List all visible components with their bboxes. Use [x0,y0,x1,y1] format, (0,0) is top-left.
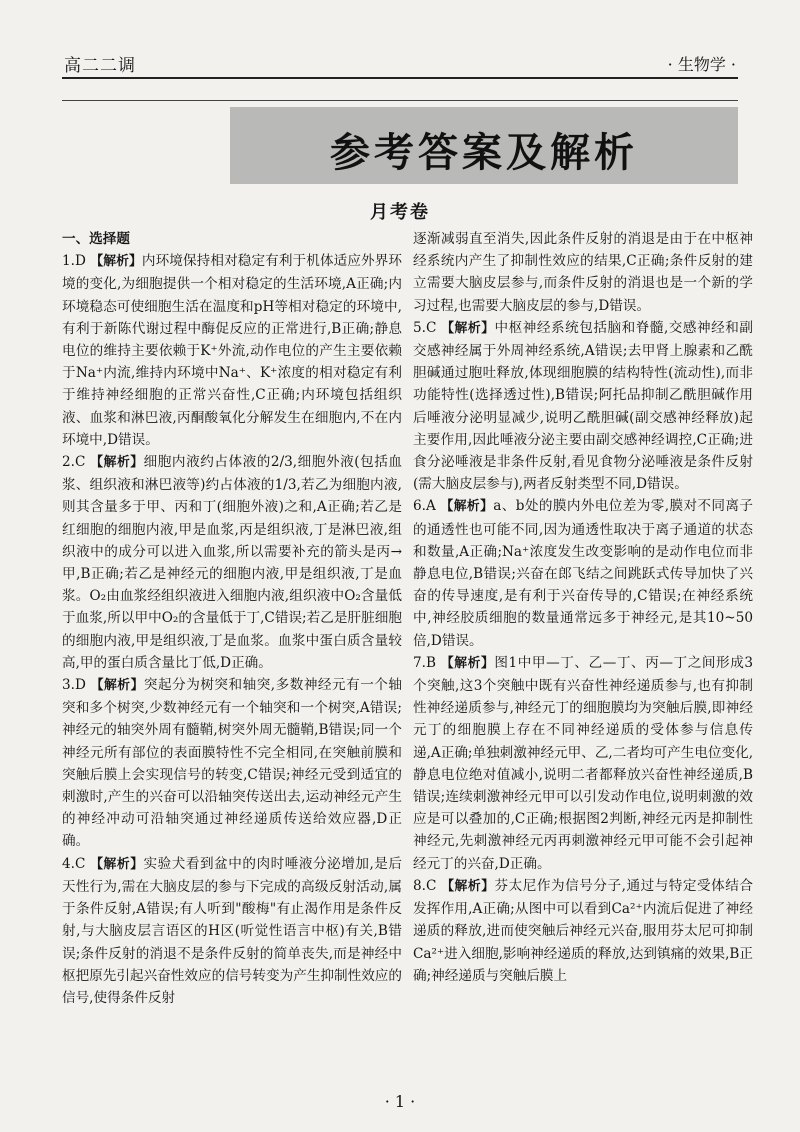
answer-item [62,250,402,451]
answer-item [413,875,753,987]
answer-item [62,853,402,1009]
answer-item [413,652,753,875]
right-column [413,228,753,987]
title-rule [62,100,738,101]
left-column [62,228,402,1009]
answer-number: 5.C [413,319,437,336]
answer-text: 逐渐减弱直至消失,因此条件反射的消退是由于在中枢神经系统内产生了抑制性效应的结果,C正确;条件反射的建立需要大脑皮层参与,而条件反射的消退也是一个新的学习过程,也需要大脑皮层的参与,D错误。 [413,231,753,314]
analysis-tag: 【解析】 [90,856,144,872]
analysis-tag: 【解析】 [90,254,142,270]
answer-text: 突起分为树突和轴突,多数神经元有一个轴突和多个树突,少数神经元有一个轴突和一个树突,A错误;神经元的轴突外周有髓鞘,树突外周无髓鞘,B错误;同一个神经元所有部位的表面膜特性不完全相同,在突触前膜和突触后膜上会实现信号的转变,C错误;神经元受到适宜的刺激时,产生的兴奋可以沿轴突传送出去,运动神经元产生的神经冲动可沿轴突通过神经递质传送给效应器,D正确。 [62,677,403,850]
answer-number: 1.D [62,253,86,270]
answer-item [413,495,753,651]
header-left: 高二二调 [64,56,136,76]
answer-number: 2.C [62,454,86,471]
section-heading: 一、选择题 [62,231,130,247]
answer-number: 7.B [413,654,436,671]
answer-item [413,317,753,496]
answer-number: 6.A [413,498,436,515]
answer-item [62,451,402,674]
answer-number: 4.C [62,855,86,872]
page-header [62,49,738,79]
analysis-tag: 【解析】 [440,499,494,515]
answer-text: 实验犬看到盆中的肉时唾液分泌增加,是后天性行为,需在大脑皮层的参与下完成的高级反射活动,属于条件反射,A错误;有人听到"酸梅"有止渴作用是条件反射,与大脑皮层言语区的H区(听觉性语言中枢)有关,B错误;条件反射的消退不是条件反射的简单丧失,而是神经中枢把原先引起兴奋性效应的信号转变为产生抑制性效应的信号,使得条件反射 [62,855,403,1006]
analysis-tag: 【解析】 [90,678,144,694]
answer-item [62,674,402,853]
answer-text: 图1中甲—丁、乙—丁、丙—丁之间形成3个突触,这3个突触中既有兴奋性神经递质参与,也有抑制性神经递质参与,神经元丁的细胞膜均为突触后膜,即神经元丁的细胞膜上存在不同神经递质的受体参与信息传递,A正确;单独刺激神经元甲、乙,二者均可产生电位变化,静息电位绝对值减小,说明二者都释放兴奋性神经递质,B错误;连续刺激神经元甲可以引发动作电位,说明刺激的效应是可以叠加的,C正确;根据图2判断,神经元丙是抑制性神经元,先刺激神经元丙再刺激神经元甲可能不会引起神经元丁的兴奋,D正确。 [413,654,754,872]
answer-number: 8.C [413,877,437,894]
analysis-tag: 【解析】 [441,878,495,894]
header-right: · 生物学 · [667,55,736,74]
answer-text: 细胞内液约占体液的2/3,细胞外液(包括血浆、组织液和淋巴液等)约占体液的1/3,若乙为细胞内液,则其含量多于甲、丙和丁(细胞外液)之和,A正确;若乙是红细胞的细胞内液,甲是血浆,丙是组织液,丁是淋巴液,组织液中的成分可以进入血浆,所以需要补充的箭头是丙→甲,B正确;若乙是神经元的细胞内液,甲是组织液,丁是血浆。O₂由血浆经组织液进入细胞内液,组织液中O₂含量低于血浆,所以甲中O₂的含量低于丁,C错误;若乙是肝脏细胞的细胞内液,甲是组织液,丁是血浆。血浆中蛋白质含量较高,甲的蛋白质含量比丁低,D正确。 [62,454,402,671]
answer-text: a、b处的膜内外电位差为零,膜对不同离子的通透性也可能不同,因为通透性取决于离子通道的状态和数量,A正确;Na⁺浓度发生改变影响的是动作电位而非静息电位,B错误;兴奋在郎飞结之间跳跃式传导加快了兴奋的传导速度,是有利于兴奋传导的,C错误;在神经系统中,神经胶质细胞的数量通常远多于神经元,是其10~50倍,D错误。 [413,498,753,649]
answer-continuation [413,228,753,317]
page-subtitle: 月考卷 [370,202,430,223]
answer-number: 3.D [62,677,86,694]
page-number: · 1 · [384,1092,416,1111]
answer-text: 中枢神经系统包括脑和脊髓,交感神经和副交感神经属于外周神经系统,A错误;去甲肾上腺素和乙酰胆碱通过胞吐释放,体现细胞膜的结构特性(流动性),而非功能特性(选择透过性),B错误;阿托品抑制乙酰胆碱作用后唾液分泌明显减少,说明乙酰胆碱(副交感神经释放)起主要作用,因此唾液分泌主要由副交感神经调控,C正确;进食分泌唾液是非条件反射,看见食物分泌唾液是条件反射(需大脑皮层参与),两者反射类型不同,D错误。 [413,319,754,493]
title-band [230,107,738,184]
answer-text: 内环境保持相对稳定有利于机体适应外界环境的变化,为细胞提供一个相对稳定的生活环境,A正确;内环境稳态可使细胞生活在温度和pH等相对稳定的环境中,有利于新陈代谢过程中酶促反应的正常进行,B正确;静息电位的维持主要依赖于K⁺外流,动作电位的产生主要依赖于Na⁺内流,维持内环境中Na⁺、K⁺浓度的相对稳定有利于维持神经细胞的正常兴奋性,C正确;内环境包括组织液、血浆和淋巴液,丙酮酸氧化分解发生在细胞内,不在内环境中,D错误。 [62,253,403,448]
analysis-tag: 【解析】 [440,655,495,671]
answer-text: 芬太尼作为信号分子,通过与特定受体结合发挥作用,A正确;从图中可以看到Ca²⁺内流后促进了神经递质的释放,进而使突触后神经元兴奋,服用芬太尼可抑制Ca²⁺进入细胞,影响神经递质的释放,达到镇痛的效果,B正确;神经递质与突触后膜上 [413,877,754,984]
page-title: 参考答案及解析 [330,129,638,176]
analysis-tag: 【解析】 [90,455,144,471]
analysis-tag: 【解析】 [441,320,495,336]
